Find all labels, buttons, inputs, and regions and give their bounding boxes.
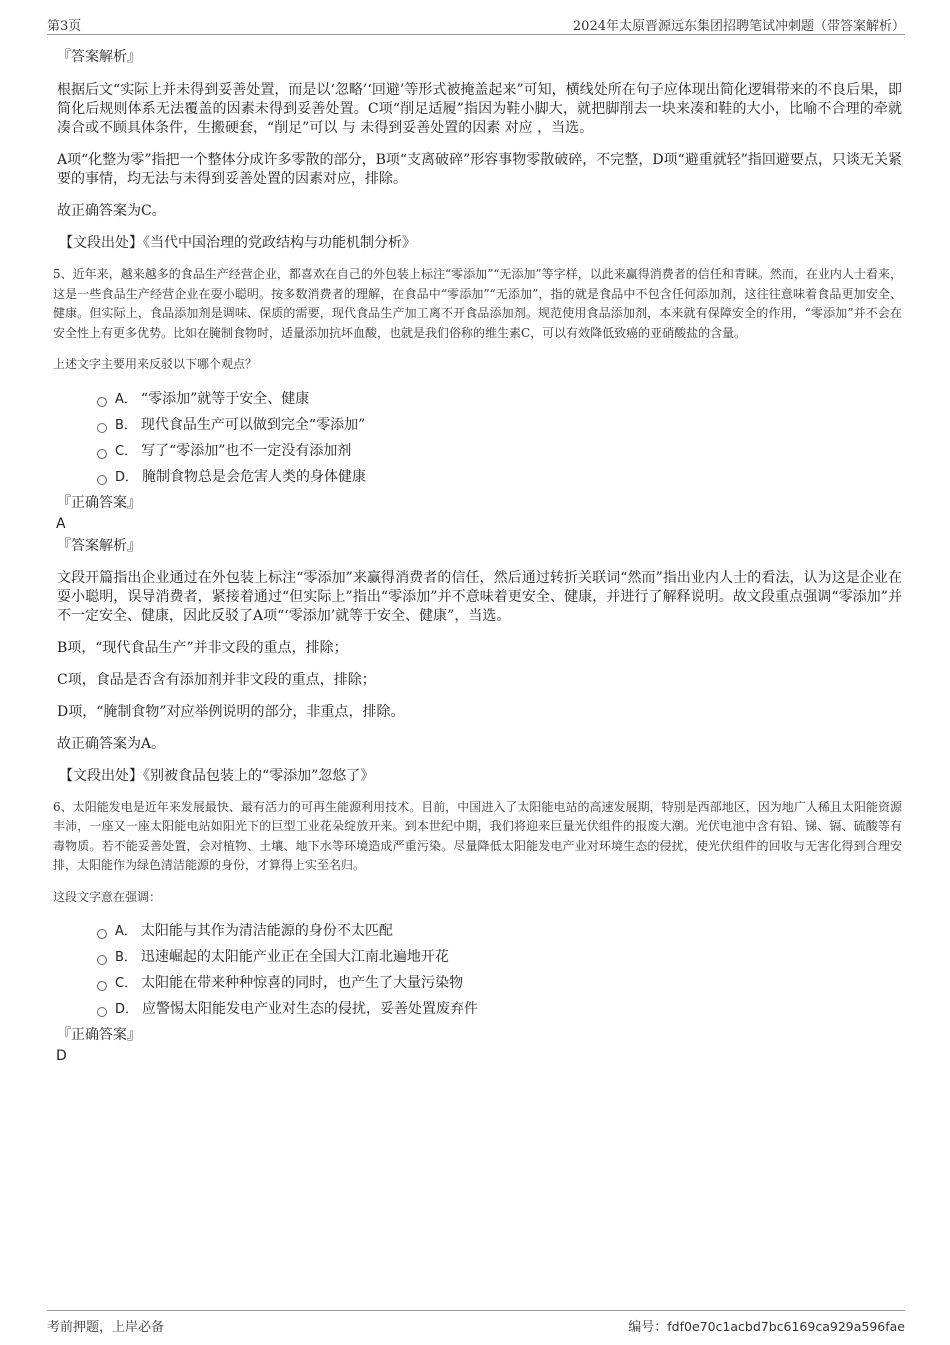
option-text: 腌制食物总是会危害人类的身体健康 [142, 468, 367, 485]
q6-correct-answer: D [56, 1048, 67, 1064]
option-letter: A． [115, 391, 137, 407]
q6-option-d[interactable] [57, 999, 902, 1025]
option-letter: D． [115, 1002, 139, 1017]
q5-analysis-p4: D项，“腌制食物”对应举例说明的部分，非重点，排除。 [57, 703, 405, 720]
option-text: 写了“零添加”也不一定没有添加剂 [141, 442, 352, 459]
footer-slogan: 考前押题，上岸必备 [47, 1320, 165, 1335]
option-text: 太阳能与其作为清洁能源的身份不太匹配 [140, 923, 393, 939]
q5-correct-label: 『正确答案』 [57, 494, 141, 511]
option-text: 迅速崛起的太阳能产业正在全国大江南北遍地开花 [140, 949, 449, 965]
q6-question: 这段文字意在强调： [53, 889, 162, 904]
option-text: 现代食品生产可以做到完全“零添加” [140, 416, 366, 433]
document-title: 2024年太原晋源远东集团招聘笔试冲刺题（带答案解析） [572, 19, 905, 34]
q4-source: 【文段出处】《当代中国治理的党政结构与功能机制分析》 [59, 235, 416, 251]
q5-option-d[interactable] [57, 467, 902, 493]
q5-correct-answer: A [56, 515, 66, 532]
q6-correct-label: 『正确答案』 [57, 1027, 141, 1043]
code-label: 编号： [628, 1320, 668, 1335]
option-letter: B． [115, 950, 137, 965]
option-letter: D． [115, 469, 139, 485]
q5-stem: 5、近年来，越来越多的食品生产经营企业，都喜欢在自己的外包装上标注“零添加”“无添加”等字样，以此来赢得消费者的信任和青睐。然而，在业内人士看来，这是一些食品生产经营企业在耍小聪明。按多数消费者的理解，在食品中“零添加”“无添加”，指的就是食品中不包含任何添加剂，这往往意味着食品更加安全、健康。但实际上，食品添加剂是调味、保质的需要，现代食品生产加工离不开食品添加剂。规范使用食品添加剂，本来就有保障安全的作用，“零添加”并不会在安全性上有更多优势。比如在腌制食物时，适量添加抗坏血酸，也就是我们俗称的维生素C，可以有效降低致癌的亚硝酸盐的含量。 [53, 267, 902, 340]
radio-icon[interactable] [97, 981, 107, 991]
q6-option-c[interactable] [57, 973, 902, 999]
q5-analysis-p3: C项，食品是否含有添加剂并非文段的重点，排除； [57, 671, 376, 688]
page-content [53, 44, 902, 1065]
page-footer [47, 1310, 905, 1337]
q5-source: 【文段出处】《别被食品包装上的“零添加”忽悠了》 [59, 767, 375, 784]
q5-options [57, 389, 902, 493]
option-letter: B． [115, 417, 137, 433]
code-value: fdf0e70c1acbd7bc6169ca929a596fae [667, 1319, 905, 1334]
q6-option-b[interactable] [57, 947, 902, 973]
q5-option-b[interactable] [57, 415, 902, 441]
q5-analysis-p5: 故正确答案为A。 [57, 735, 166, 752]
option-text: 太阳能在带来种种惊喜的同时，也产生了大量污染物 [141, 975, 464, 991]
q5-analysis-p2: B项，“现代食品生产”并非文段的重点，排除； [57, 639, 348, 656]
q4-analysis-p3: 故正确答案为C。 [57, 203, 166, 219]
q5-question: 上述文字主要用来反驳以下哪个观点？ [53, 357, 258, 371]
radio-icon[interactable] [97, 449, 107, 459]
option-letter: C． [115, 443, 138, 459]
radio-icon[interactable] [97, 397, 107, 407]
option-text: 应警惕太阳能发电产业对生态的侵扰，妥善处置废弃件 [142, 1001, 479, 1017]
radio-icon[interactable] [97, 955, 107, 965]
radio-icon[interactable] [97, 475, 107, 485]
option-text: “零添加”就等于安全、健康 [140, 390, 310, 407]
q6-stem: 6、太阳能发电是近年来发展最快、最有活力的可再生能源利用技术。目前，中国进入了太阳能电站的高速发展期，特别是西部地区，因为地广人稀且太阳能资源丰沛，一座又一座太阳能电站如阳光下的巨型工业花朵绽放开来。到本世纪中期，我们将迎来巨量光伏组件的报废大潮。光伏电池中含有铅、锑、镉、硫酸等有毒物质。若不能妥善处置，会对植物、土壤、地下水等环境造成严重污染。尽量降低太阳能发电产业对环境生态的侵扰，使光伏组件的回收与无害化得到合理安排，太阳能作为绿色清洁能源的身份，才算得上实至名归。 [53, 799, 902, 872]
q5-analysis-p1: 文段开篇指出企业通过在外包装上标注“零添加”来赢得消费者的信任，然后通过转折关联词“然而”指出业内人士的看法，认为这是企业在耍小聪明，误导消费者，紧接着通过“但实际上”指出“零添加”并不意味着更安全、健康，并进行了解释说明。故文段重点强调“零添加”并不一定安全、健康，因此反驳了A项“‘零添加’就等于安全、健康”，当选。 [57, 569, 902, 624]
q5-option-a[interactable] [57, 389, 902, 415]
q4-analysis-label: 『答案解析』 [57, 49, 141, 65]
page-number: 第3页 [47, 19, 82, 34]
option-letter: A． [115, 924, 137, 939]
q6-options [57, 921, 902, 1025]
q5-option-c[interactable] [57, 441, 902, 467]
radio-icon[interactable] [97, 423, 107, 433]
radio-icon[interactable] [97, 929, 107, 939]
q4-analysis-p2: A项“化整为零”指把一个整体分成许多零散的部分，B项“支离破碎”形容事物零散破碎，不完整，D项“避重就轻”指回避要点，只谈无关紧要的事情，均无法与未得到妥善处置的因素对应，排除。 [57, 152, 902, 187]
page-header [47, 12, 905, 35]
q6-option-a[interactable] [57, 921, 902, 947]
option-letter: C． [115, 976, 138, 991]
document-code [628, 1316, 905, 1335]
radio-icon[interactable] [97, 1007, 107, 1017]
q5-analysis-label: 『答案解析』 [57, 537, 141, 554]
q4-analysis-p1: 根据后文“实际上并未得到妥善处置，而是以‘忽略’‘回避’等形式被掩盖起来”可知，横线处所在句子应体现出简化逻辑带来的不良后果，即简化后规则体系无法覆盖的因素未得到妥善处置。C项“削足适履”指因为鞋小脚大，就把脚削去一块来凑和鞋的大小，比喻不合理的牵就凑合或不顾具体条件，生搬硬套，“削足”可以 与 未得到妥善处置的因素 对应 ，当选。 [57, 82, 902, 136]
